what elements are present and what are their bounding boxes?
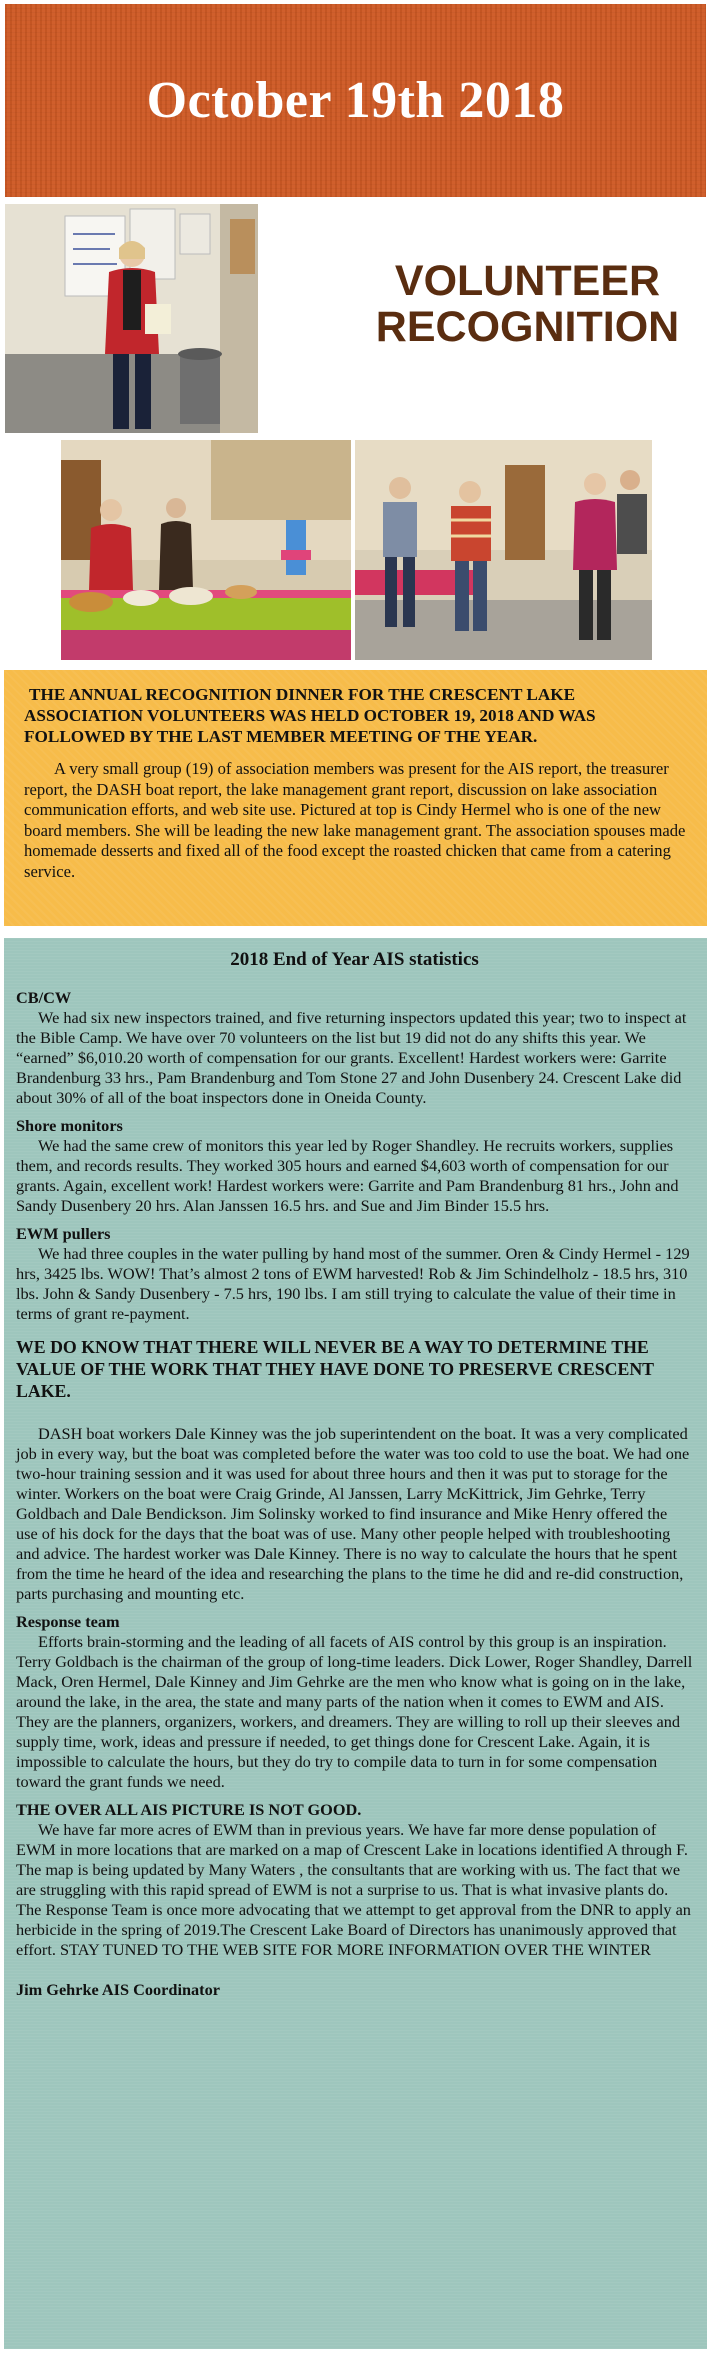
- overall-picture-text: We have far more acres of EWM than in previous years. We have far more dense population of EWM in more locations that are marked on a map of Crescent Lake in locations identified A through F. The map is being updated by Many Waters , the consultants that are working with us. The fact that we are struggling with this rapid spread of EWM is not a surprise to us. That is what invasive plants do. The Response Team is once more advocating that we attempt to get approval from the DNR to apply an herbicide in the spring of 2019.The Crescent Lake Board of Directors has unanimously approved that effort. STAY TUNED TO THE WEB SITE FOR MORE INFORMATION OVER THE WINTER: [16, 1820, 691, 1959]
- value-statement: WE DO KNOW THAT THERE WILL NEVER BE A WAY TO DETERMINE THE VALUE OF THE WORK THAT THEY HAVE DONE TO PRESERVE CRESCENT LAKE.: [16, 1337, 654, 1401]
- photo-group-conversation: [355, 440, 652, 660]
- dinner-headline: THE ANNUAL RECOGNITION DINNER FOR THE CRESCENT LAKE ASSOCIATION VOLUNTEERS WAS HELD OCTOBER 19, 2018 AND WAS FOLLOWED BY THE LAST MEMBER MEETING OF THE YEAR.: [24, 685, 596, 746]
- dash-boat-text: DASH boat workers Dale Kinney was the job superintendent on the boat. It was a very complicated job in every way, but the boat was completed before the water was too cold to use the boat. We had one two-hour training session and it was used for about three hours and then it was put to storage for the winter. Workers on the boat were Craig Grinde, Al Janssen, Larry McKittrick, Jim Gehrke, Terry Goldbach and Dale Bendickson. Jim Solinsky worked to find insurance and Mike Henry offered the use of his dock for the days that the boat was of use. Many other people helped with troubleshooting and advice. The hardest worker was Dale Kinney. There is no way to calculate the hours that he spent from the time he heard of the idea and researching the plans to the time he did and re-did construction, parts purchasing and mounting etc.: [16, 1424, 690, 1603]
- ewm-pullers-text: We had three couples in the water pulling by hand most of the summer. Oren & Cindy Hermel - 129 hrs, 3425 lbs. WOW! That’s almost 2 tons of EWM harvested! Rob & Jim Schindelholz - 18.5 hrs, 310 lbs. John & Sandy Dusenbery - 7.5 hrs, 190 lbs. I am still trying to calculate the value of their time in terms of grant re-payment.: [16, 1244, 690, 1323]
- cbcw-heading: CB/CW: [16, 988, 72, 1007]
- cbcw-text: We had six new inspectors trained, and five returning inspectors updated this year; two to inspect at the Bible Camp. We have over 70 volunteers on the list but 19 did not do any shifts this year. We “earned” $6,010.20 worth of compensation for our grants. Excellent! Hardest workers were: Garrite Brandenburg 33 hrs., Pam Brandenburg and Tom Stone 27 and John Dusenbery 24. Crescent Lake did about 30% of all of the boat inspectors done in Oneida County.: [16, 1008, 687, 1107]
- overall-picture-heading: THE OVER ALL AIS PICTURE IS NOT GOOD.: [16, 1800, 362, 1819]
- photo-food-table: [61, 440, 351, 660]
- ais-statistics-panel: [4, 938, 707, 2349]
- photo-speaker: [5, 204, 258, 433]
- signature: Jim Gehrke AIS Coordinator: [16, 1980, 220, 1999]
- shore-monitors-heading: Shore monitors: [16, 1116, 123, 1135]
- shore-monitors-text: We had the same crew of monitors this year led by Roger Shandley. He recruits workers, supplies them, and records results. They worked 305 hours and earned $4,603 worth of compensation for our grants. Again, excellent work! Hardest workers were: Garrite and Pam Brandenburg 81 hrs., John and Sandy Dusenbery 20 hrs. Alan Janssen 16.5 hrs. and Sue and Jim Binder 15.5 hrs.: [16, 1136, 679, 1215]
- response-team-heading: Response team: [16, 1612, 120, 1631]
- ewm-pullers-heading: EWM pullers: [16, 1224, 111, 1243]
- response-team-text: Efforts brain-storming and the leading of all facets of AIS control by this group is an inspiration. Terry Goldbach is the chairman of the group of long-time leaders. Dick Lower, Roger Shandley, Darrell Mack, Oren Hermel, Dale Kinney and Jim Gehrke are the men who know what is going on in the lake, around the lake, in the area, the state and many parts of the nation when it comes to EWM and AIS. They are the planners, organizers, workers, and dreamers. They are willing to roll up their sleeves and supply time, work, ideas and pressure if needed, to get things done for Crescent Lake. Again, it is impossible to calculate the hours, but they do try to compile data to turn in for some compensation toward the grant funds we need.: [16, 1632, 693, 1791]
- dinner-summary-panel: [4, 670, 707, 926]
- ais-title: 2018 End of Year AIS statistics: [230, 949, 479, 970]
- volunteer-recognition-title: VOLUNTEER RECOGNITION: [375, 257, 680, 351]
- date-banner: [5, 4, 706, 197]
- dinner-body: A very small group (19) of association members was present for the AIS report, the treasurer report, the DASH boat report, the lake management grant report, discussion on lake association communication efforts, and web site use. Pictured at top is Cindy Hermel who is one of the new board members. She will be leading the new lake management grant. The association spouses made homemade desserts and fixed all of the food except the roasted chicken that came from a catering service.: [24, 759, 686, 881]
- banner-title: October 19th 2018: [146, 72, 565, 129]
